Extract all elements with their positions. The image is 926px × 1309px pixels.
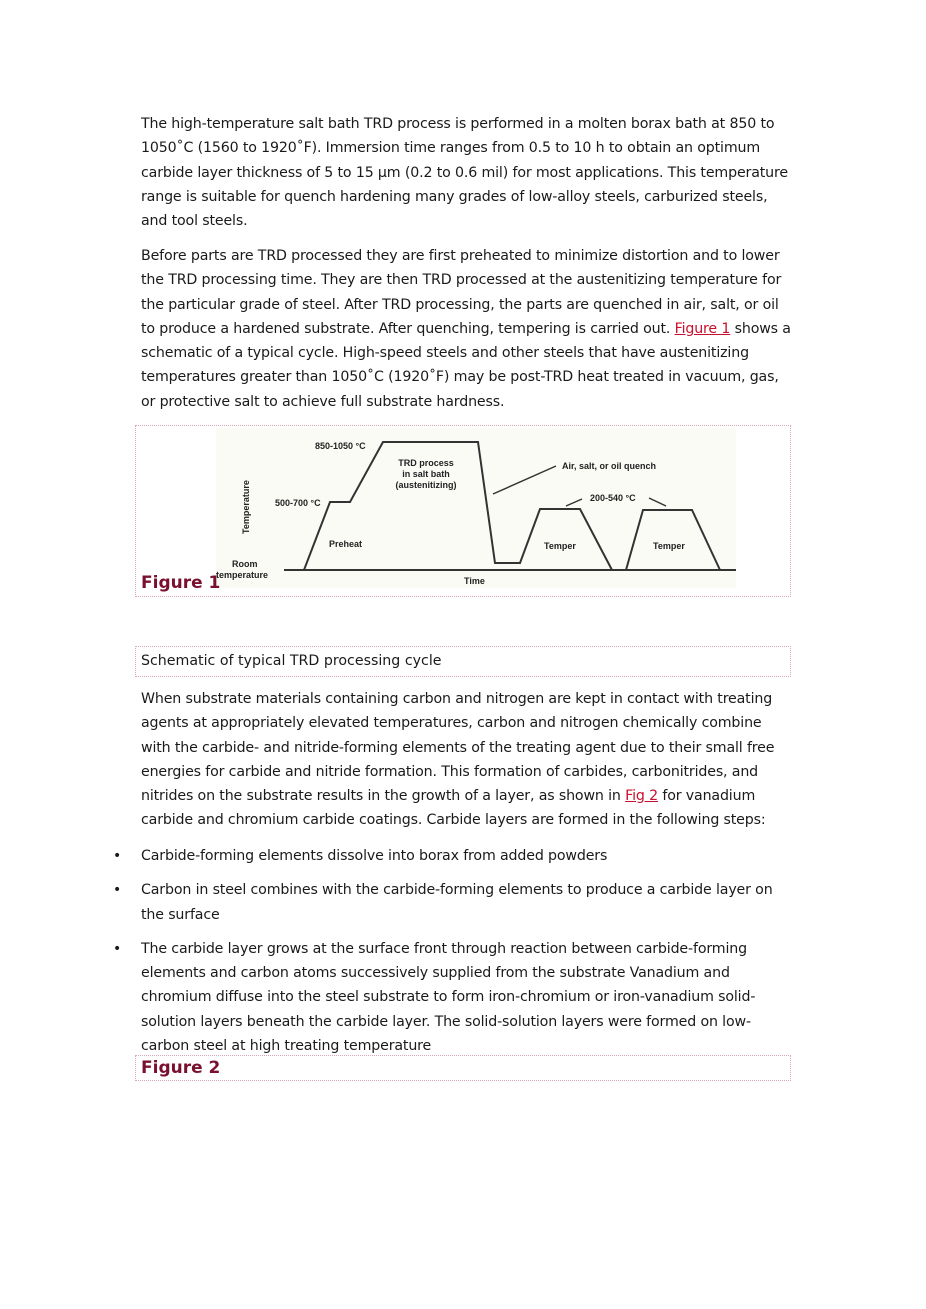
preheat-temp-label: 500-700 °C [275, 498, 321, 508]
y-axis-label: Temperature [241, 480, 251, 534]
paragraph-text: Before parts are TRD processed they are first preheated to minimize distortion and to lower the TRD processing time. They are then TRD processed at the austenitizing temperature for the particular grade of steel. After TRD processing, the parts are quenched in air, salt, or oil to produce a hardened substrate. After quenching, tempering is carried out. [141, 248, 782, 337]
figure-2-label: Figure 2 [141, 1058, 221, 1078]
paragraph-salt-bath-process: The high-temperature salt bath TRD process is performed in a molten borax bath at 850 to 1050˚C (1560 to 1920˚F). Immersion time ranges from 0.5 to 10 h to obtain an optimum carbide layer thickness of 5 to 15 µm (0.2 to 0.6 mil) for most applications. This temperature range is suitable for quench hardening many grades of low-alloy steels, carburized steels, and tool steels. [141, 116, 788, 230]
trd-temp-label: 850-1050 °C [315, 441, 366, 451]
room-temp-label: Room [232, 559, 258, 569]
fig-2-link[interactable]: Fig 2 [625, 788, 658, 805]
figure-1-container [135, 425, 791, 597]
bullet-icon: • [113, 882, 122, 899]
list-item-text: Carbon in steel combines with the carbide-forming elements to produce a carbide layer on the surface [141, 882, 773, 923]
bullet-icon: • [113, 940, 122, 957]
paragraph-text: for vanadium carbide and chromium carbide coatings. Carbide layers are formed in the following steps: [141, 788, 766, 829]
bullet-icon: • [113, 848, 122, 864]
list-item [113, 937, 791, 1058]
figure-1-caption: Schematic of typical TRD processing cycle [141, 653, 442, 669]
room-temp-label: temperature [216, 570, 269, 580]
temper-temp-label: 200-540 °C [590, 493, 636, 503]
list-item-text: Carbide-forming elements dissolve into borax from added powders [141, 848, 608, 864]
paragraph-text: When substrate materials containing carbon and nitrogen are kept in contact with treating agents at appropriately elevated temperatures, carbon and nitrogen chemically combine with the carbide- and nitride-forming elements of the treating agent due to their small free energies for carbide and nitride formation. This formation of carbides, carbonitrides, and nitrides on the substrate results in the growth of a layer, as shown in [141, 691, 775, 805]
figure-1-link[interactable]: Figure 1 [674, 320, 731, 337]
list-item-text: The carbide layer grows at the surface front through reaction between carbide-forming elements and carbon atoms successively supplied from the substrate Vanadium and chromium diffuse into the steel substrate to form iron-chromium or iron-vanadium solid-solution layers beneath the carbide layer. The solid-solution layers were formed on low-carbon steel at high treating temperature [141, 940, 756, 1055]
figure-1-caption-box [135, 646, 791, 677]
preheat-label: Preheat [329, 539, 363, 549]
trd-cycle-diagram [136, 426, 792, 598]
x-axis-label: Time [464, 576, 485, 586]
list-item [113, 878, 791, 927]
paragraph-preheat-and-quench [141, 244, 791, 414]
list-item [113, 844, 791, 868]
paragraph-text: shows a schematic of a typical cycle. High-speed steels and other steels that have austenitizing temperatures greater than 1050˚C (1920˚F) may be post-TRD heat treated in vacuum, gas, or protective salt to achieve full substrate hardness. [141, 320, 791, 410]
trd-process-label: TRD process [398, 458, 454, 468]
paragraph-carbide-formation [141, 687, 791, 833]
figure-2-container [135, 1055, 791, 1081]
temper-label: Temper [544, 541, 576, 551]
carbide-formation-steps-list [113, 844, 791, 1068]
trd-process-label: (austenitizing) [395, 480, 457, 490]
trd-process-label: in salt bath [402, 469, 450, 479]
figure-1-label: Figure 1 [141, 573, 221, 593]
quench-label: Air, salt, or oil quench [562, 461, 657, 471]
temper-label: Temper [653, 541, 685, 551]
